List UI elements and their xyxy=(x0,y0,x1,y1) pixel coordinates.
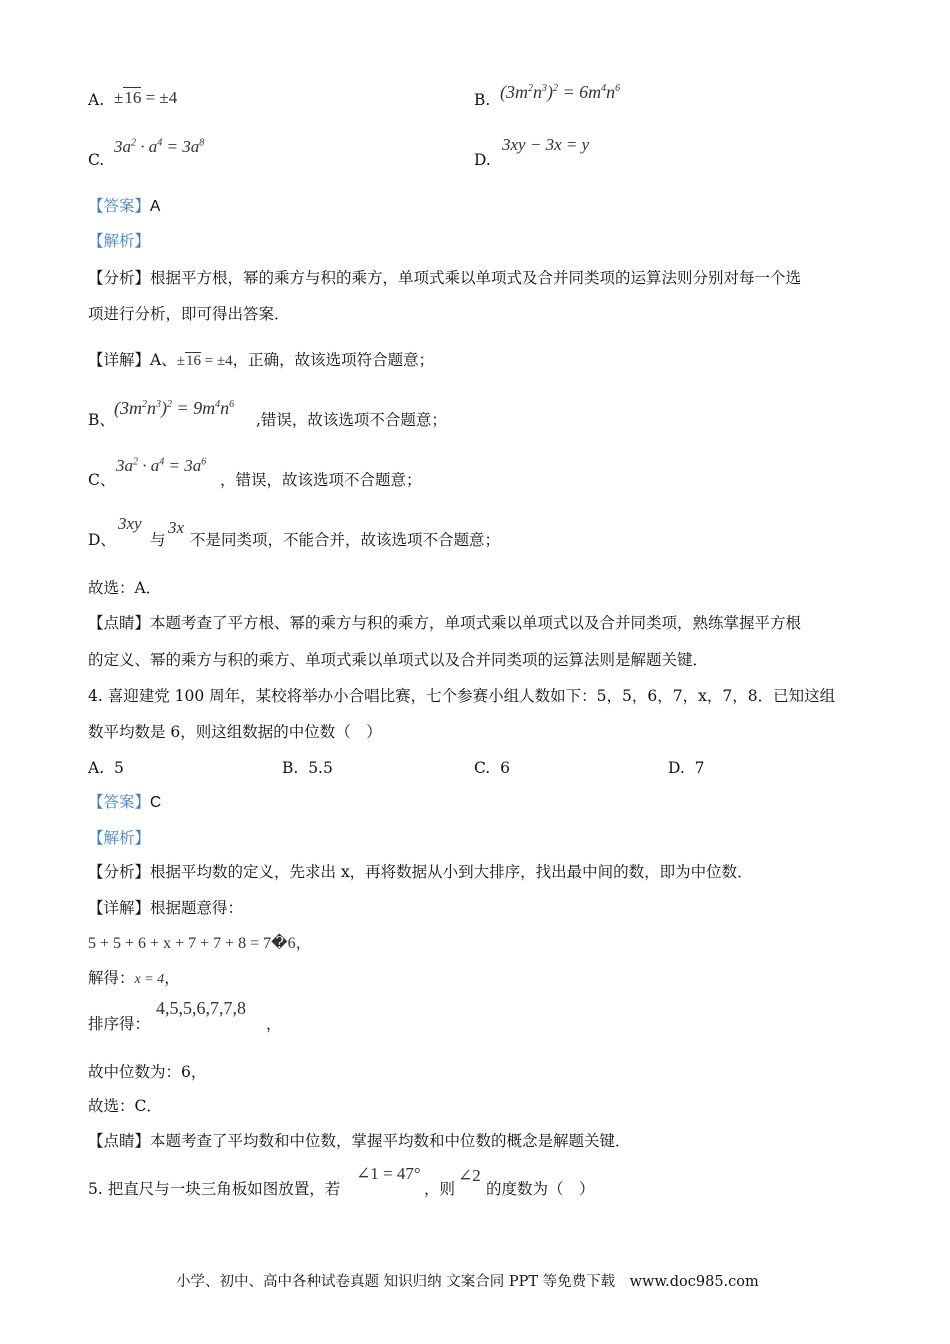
q4-choose: 故选：C． xyxy=(88,1097,162,1115)
q4-sort-end: ， xyxy=(266,1015,282,1033)
q3-dianjing-line1: 【点睛】本题考查了平方根、幂的乘方与积的乘方，单项式乘以单项式以及合并同类项，熟练掌握平方根 xyxy=(88,614,802,632)
q4-sort-label: 排序得： xyxy=(88,1015,151,1033)
option-a-expr: ±16 = ±4 xyxy=(114,88,178,107)
q4-analysis-label: 【解析】 xyxy=(88,829,151,847)
q4-stem-line1: 4. 喜迎建党 100 周年，某校将举办小合唱比赛，七个参赛小组人数如下：5，5，6，7，x，7，8．已知这组 xyxy=(88,687,836,705)
q3-dianjing-line2: 的定义、幂的乘方与积的乘方、单项式乘以单项式以及合并同类项的运算法则是解题关键． xyxy=(88,651,709,669)
q3-answer: 【答案】A xyxy=(88,197,161,215)
option-a-label: A. xyxy=(88,91,105,109)
option-d-expr: 3xy − 3x = y xyxy=(502,135,590,154)
q3-detail-b-text: ,错误，故该选项不合题意； xyxy=(256,411,447,429)
q4-option-c: C. 6 xyxy=(474,759,510,777)
q5-angle2: ∠2 xyxy=(458,1166,481,1185)
option-b-label: B. xyxy=(474,91,491,109)
q4-stem-line2: 数平均数是 6，则这组数据的中位数（ ） xyxy=(88,723,382,741)
q3-detail-b-prefix: B、 xyxy=(88,411,115,429)
q3-detail-d-expr2: 3x xyxy=(168,518,185,537)
q3-fenxi-line1: 【分析】根据平方根，幂的乘方与积的乘方，单项式乘以单项式及合并同类项的运算法则分别对每一个选 xyxy=(88,269,802,287)
q5-suffix: 的度数为（ ） xyxy=(486,1180,595,1198)
q4-option-d: D. 7 xyxy=(668,759,705,777)
q3-detail-d-prefix: D、 xyxy=(88,531,116,549)
q4-answer: 【答案】C xyxy=(88,793,162,811)
q4-equation: 5 + 5 + 6 + x + 7 + 7 + 8 = 7�6， xyxy=(88,935,312,952)
q4-option-b: B. 5.5 xyxy=(282,759,333,777)
q5-mid: ，则 xyxy=(424,1180,456,1198)
option-b-expr: $(3m^2n^3)^2 = 6m^4n^6$ xyxy=(500,82,621,102)
q4-detail: 【详解】根据题意得： xyxy=(88,899,244,917)
q3-detail-c-text: ，错误，故该选项不合题意； xyxy=(220,471,422,489)
q4-option-a: A. 5 xyxy=(88,759,124,777)
q5-prefix: 5. 把直尺与一块三角板如图放置，若 xyxy=(88,1180,341,1198)
q3-detail-d-mid: 与 xyxy=(150,531,166,549)
option-c-expr: $3a^2 \cdot a^4 = 3a^8$ xyxy=(114,137,205,156)
q4-dianjing: 【点睛】本题考查了平均数和中位数，掌握平均数和中位数的概念是解题关键． xyxy=(88,1132,631,1150)
option-c-label: C. xyxy=(88,151,105,169)
q3-detail-b-expr: $(3m^2n^3)^2 = 9m^4n^6$ xyxy=(114,398,235,418)
q3-choose: 故选：A． xyxy=(88,579,162,597)
option-d-label: D. xyxy=(474,151,491,169)
footer-text: 小学、初中、高中各种试卷真题 知识归纳 文案合同 PPT 等免费下载 www.doc985.com xyxy=(176,1274,759,1290)
q4-fenxi: 【分析】根据平均数的定义，先求出 x，再将数据从小到大排序，找出最中间的数，即为中位数． xyxy=(88,863,753,881)
q3-fenxi-line2: 项进行分析，即可得出答案． xyxy=(88,305,290,323)
q3-detail-d-text: 不是同类项，不能合并，故该选项不合题意； xyxy=(190,531,501,549)
q3-detail-c-prefix: C、 xyxy=(88,471,116,489)
q3-detail-a: 【详解】A、±16 = ±4，正确，故该选项符合题意； xyxy=(88,351,435,369)
q5-angle1: ∠1 = 47° xyxy=(356,1164,421,1183)
q4-median: 故中位数为：6， xyxy=(88,1063,207,1081)
q3-detail-d-expr1: 3xy xyxy=(118,514,142,533)
q3-analysis-label: 【解析】 xyxy=(88,232,151,250)
q3-detail-c-expr: $3a^2 \cdot a^4 = 3a^6$ xyxy=(116,456,207,475)
q4-solve: 解得：x = 4， xyxy=(88,969,180,987)
q4-sort-expr: 4,5,5,6,7,7,8 xyxy=(156,998,246,1018)
